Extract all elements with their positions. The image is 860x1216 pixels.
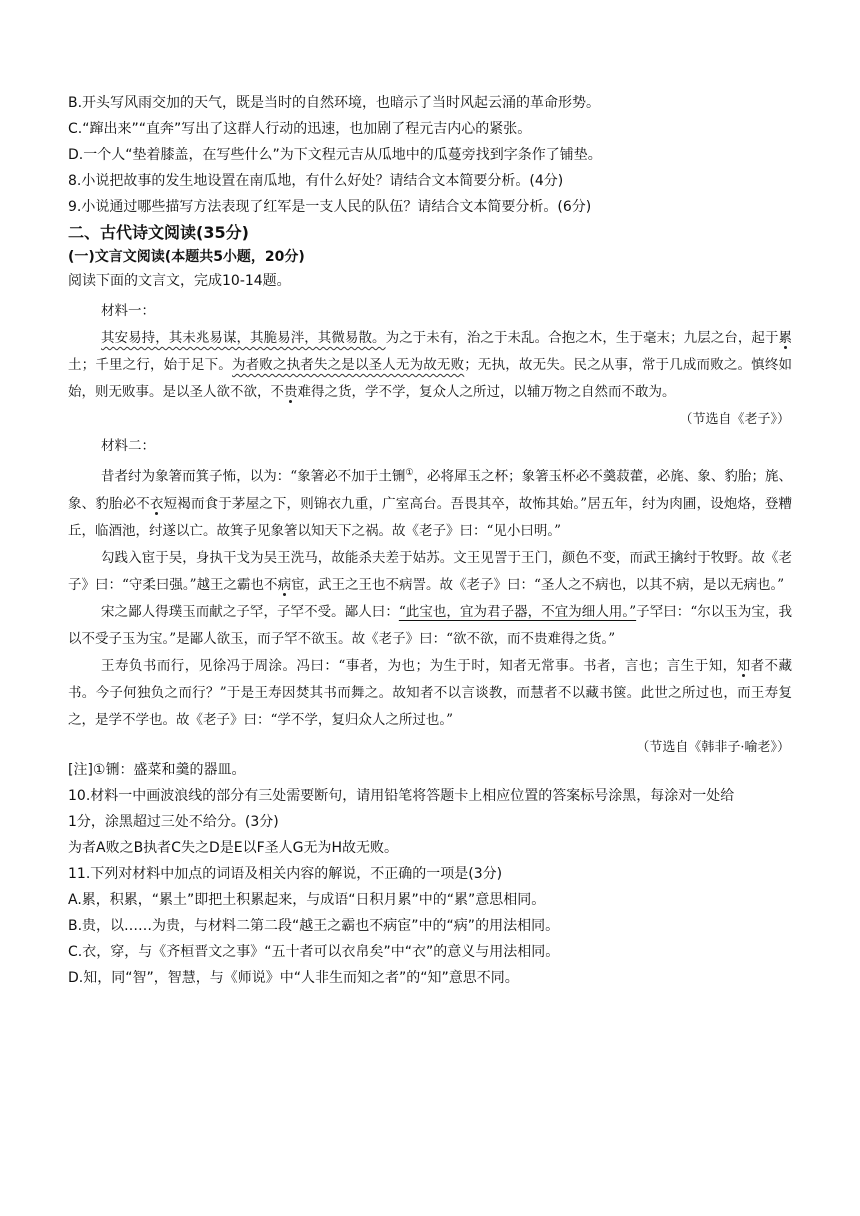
instruction: 阅读下面的文言文，完成10-14题。 [68, 273, 291, 289]
text-span: 宦，武王之王也不病詈。故《老子》曰：“圣人之不病也，以其不病，是以无病也。” [291, 576, 785, 593]
material-2-para-1 [68, 460, 792, 545]
text-span: 者不藏书。今子何独负之而行？”于是王寿因焚其书而舞之。故知者不以言谈教，而慧者不以藏书箧。此世之所过也，而王寿复之，是学不学也。故《老子》曰：“学不学，复归众人之所过也。” [68, 657, 793, 728]
footnote-marker: ① [405, 468, 414, 478]
dotted-word-yi: 衣 [149, 495, 164, 512]
text-span: 短褐而食于茅屋之下，则锦衣九重，广室高台。吾畏其卒，故怖其始。”居五年，纣为肉圃，设炮烙，登糟丘，临酒池，纣遂以亡。故箕子见象箸以知天下之祸。故《老子》曰：“见小曰明。” [68, 495, 793, 539]
text-span: ；无执，故无失。民之从事，常于几成而败之。慎终如始，则无败事。是以圣人欲不欲，不 [68, 357, 793, 400]
question-7-option-c: C.“蹿出来”“直奔”写出了这群人行动的迅速，也加剧了程元吉内心的紧张。 [68, 121, 532, 137]
question-10-line-2: 1分，涂黑超过三处不给分。(3分) [68, 813, 279, 830]
text-span: 土；千里之行，始于足下。 [68, 357, 232, 373]
text-span: 宋之鄙人得璞玉而献之子罕，子罕不受。鄙人曰： [101, 603, 399, 620]
question-11-option-b: B.贵，以……为贵，与材料二第二段“越王之霸也不病宦”中的“病”的用法相同。 [68, 917, 560, 934]
material-2-source: （节选自《韩非子·喻老》） [636, 739, 790, 755]
exam-page [68, 94, 792, 995]
text-span: ，必将犀玉之杯；象箸玉杯必不羹菽藿，必旄、象、豹胎；旄、象、豹胎必不 [68, 468, 792, 512]
question-10-line-1: 10.材料一中画波浪线的部分有三处需要断句，请用铅笔将答题卡上相应位置的答案标号涂黑，每涂对一处给 [68, 787, 735, 804]
question-11-stem: 11.下列对材料中加点的词语及相关内容的解说，不正确的一项是(3分) [68, 865, 503, 882]
text-span: 为之于未有，治之于未乱。合抱之木，生于毫末；九层之台，起于 [385, 330, 779, 346]
question-8: 8.小说把故事的发生地设置在南瓜地，有什么好处？请结合文本简要分析。(4分) [68, 173, 564, 189]
material-2-label: 材料二： [101, 438, 155, 454]
wavy-underlined-text-2: 为者败之执者失之是以圣人无为故无败 [231, 357, 465, 373]
material-2-para-2 [68, 545, 792, 599]
material-2-para-3 [68, 599, 792, 653]
text-span: 王寿负书而行，见徐冯于周涂。冯曰：“事者，为也；为生于时，知者无常事。书者，言也；言生于知， [101, 657, 737, 674]
material-1-source: （节选自《老子》） [679, 412, 790, 427]
section-2-heading: 二、古代诗文阅读(35分) [68, 224, 249, 242]
dotted-word-gui: 贵 [284, 384, 298, 400]
text-span: 子罕曰：“尔以玉为宝，我以不受子玉为宝。”是鄙人欲玉，而子罕不欲玉。故《老子》曰：“欲不欲，而不贵难得之货。” [68, 603, 792, 647]
text-span: 勾践入宦于吴，身执干戈为吴王洗马，故能杀夫差于姑苏。文王见詈于王门，颜色不变，而武王擒纣于牧野。故《老子》曰：“守柔曰强。”越王之霸也不 [68, 549, 792, 593]
material-2-para-4 [68, 653, 792, 734]
subsection-heading: (一)文言文阅读(本题共5小题，20分) [68, 249, 305, 265]
underlined-sentence: “此宝也，宜为君子器，不宜为细人用。” [398, 603, 637, 620]
annotation-note: [注]①铏：盛菜和羹的器皿。 [68, 761, 246, 778]
question-11-option-d: D.知，同“智”，智慧，与《师说》中“人非生而知之者”的“知”意思不同。 [68, 969, 519, 986]
dotted-word-bing: 病 [277, 576, 292, 593]
dotted-word-lei: 累 [778, 330, 793, 346]
question-7-option-d: D.一个人“垫着膝盖，在写些什么”为下文程元吉从瓜地中的瓜蔓旁找到字条作了铺垫。 [68, 147, 602, 163]
text-span: 难得之货，学不学，复众人之所过，以辅万物之自然而不敢为。 [297, 384, 676, 400]
question-11-option-c: C.衣，穿，与《齐桓晋文之事》“五十者可以衣帛矣”中“衣”的意义与用法相同。 [68, 943, 560, 960]
wavy-underlined-text-1: 其安易持，其未兆易谋，其脆易泮，其微易散。 [101, 330, 386, 346]
material-1-text [68, 325, 792, 406]
question-9: 9.小说通过哪些描写方法表现了红军是一支人民的队伍？请结合文本简要分析。(6分) [68, 199, 592, 215]
question-11-option-a: A.累，积累，“累土”即把土积累起来，与成语“日积月累”中的“累”意思相同。 [68, 891, 546, 908]
material-1-label: 材料一： [101, 303, 155, 319]
dotted-word-zhi: 知 [736, 657, 751, 674]
question-7-option-b: B.开头写风雨交加的天气，既是当时的自然环境，也暗示了当时风起云涌的革命形势。 [68, 95, 601, 111]
text-span: 昔者纣为象箸而箕子怖，以为：“象箸必不加于土铏 [101, 468, 406, 485]
question-10-options: 为者A败之B执者C失之D是E以F圣人G无为H故无败。 [68, 839, 399, 856]
